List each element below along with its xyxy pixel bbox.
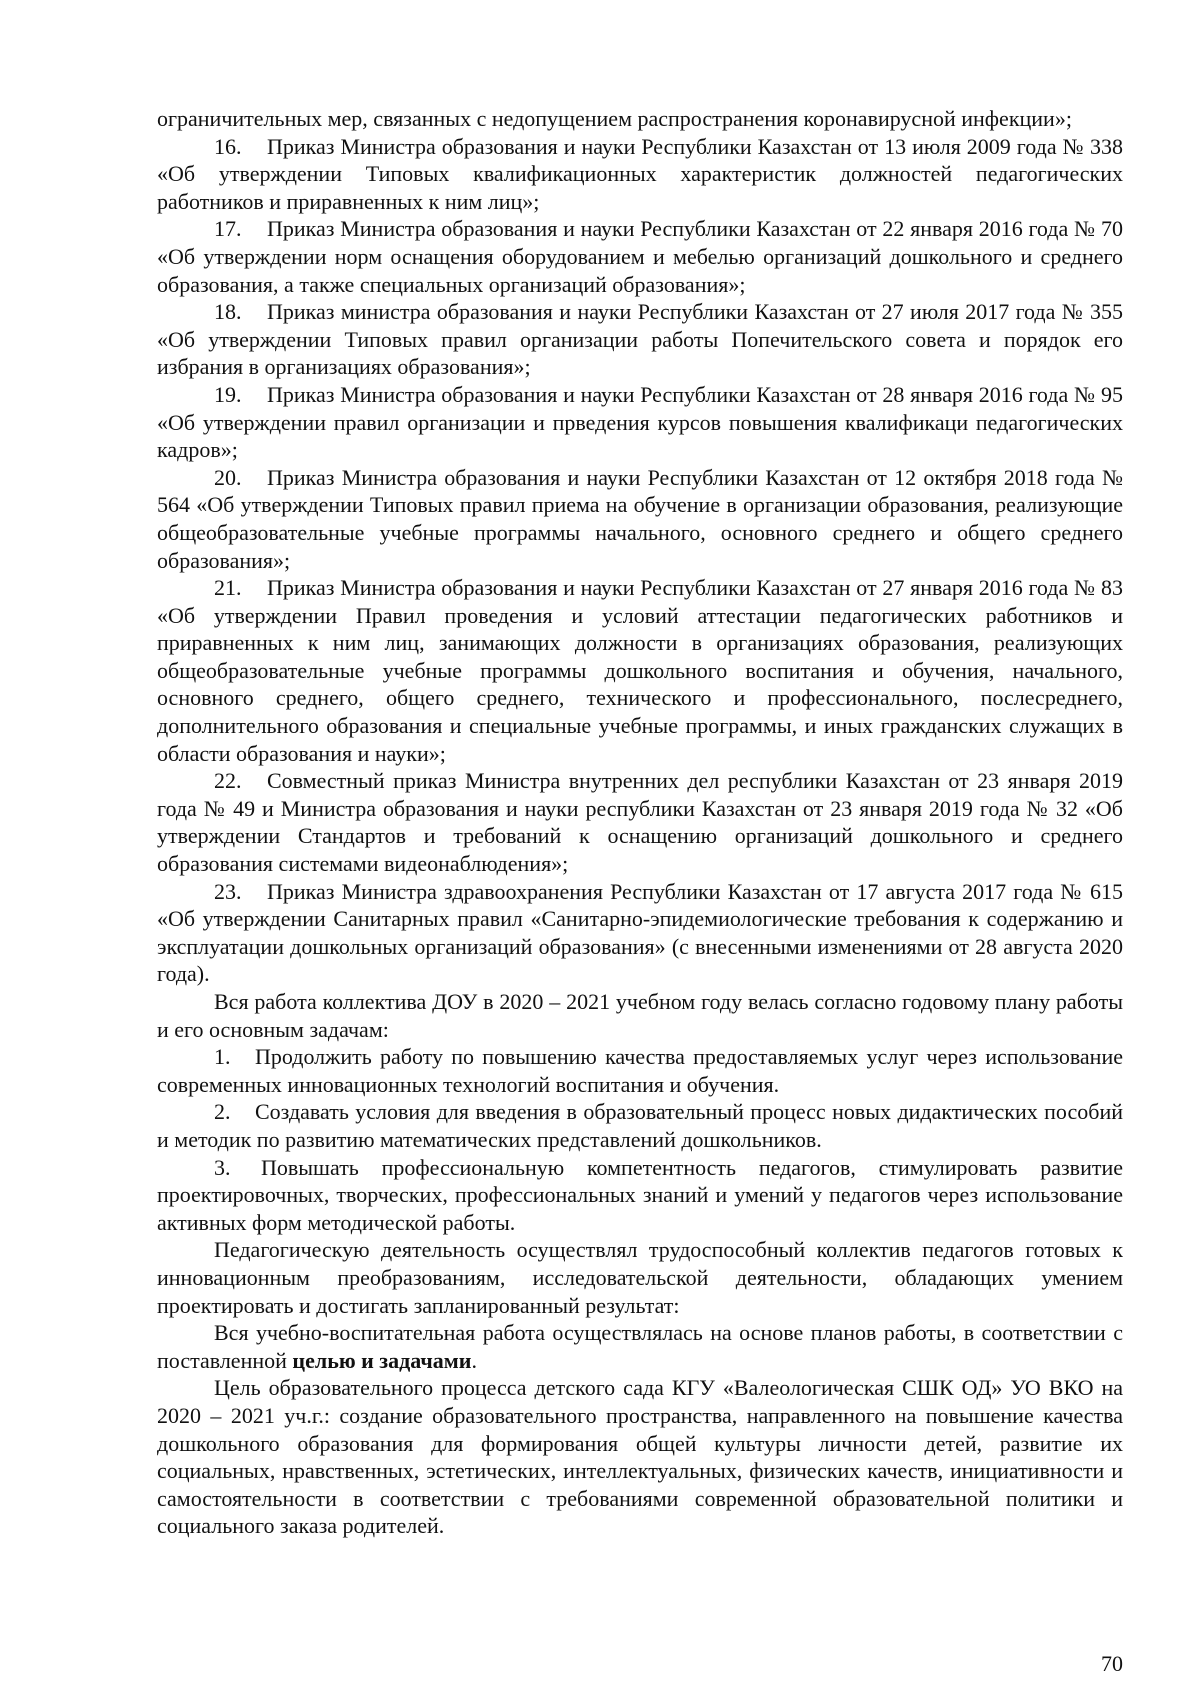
item-text: Приказ министра образования и науки Республики Казахстан от 27 июля 2017 года № 355 «Об утверждении Типовых правил организации работы Попечительского совета и порядок его избрания в организациях образования»; — [157, 299, 1123, 380]
item-number: 23. — [214, 878, 242, 904]
basis-text-bold: целью и задачами — [292, 1347, 472, 1373]
task-number: 3. — [214, 1154, 231, 1180]
basis-text-end: . — [471, 1347, 477, 1373]
task-number: 1. — [214, 1044, 231, 1070]
item-number: 20. — [214, 464, 242, 490]
item-text: Приказ Министра здравоохранения Республики Казахстан от 17 августа 2017 года № 615 «Об утверждении Санитарных правил «Санитарно-эпидемиологические требования к содержанию и эксплуатации дошкольных организаций образования» (с внесенными изменениями от 28 августа 2020 года). — [157, 878, 1123, 987]
legal-item-23 — [157, 878, 1123, 988]
intro-continuation: ограничительных мер, связанных с недопущением распространения коронавирусной инфекции»; — [157, 106, 1072, 131]
legal-item-17 — [157, 215, 1123, 298]
item-number: 22. — [214, 768, 242, 794]
work-plan-intro: Вся работа коллектива ДОУ в 2020 – 2021 учебном году велась согласно годовому плану работы и его основным задачам: — [157, 989, 1123, 1042]
task-text: Повышать профессиональную компетентность педагогов, стимулировать развитие проектировочных, творческих, профессиональных знаний и умений у педагогов через использование активных форм методической работы. — [157, 1154, 1123, 1235]
item-number: 21. — [214, 575, 242, 601]
item-text: Совместный приказ Министра внутренних дел республики Казахстан от 23 января 2019 года № 49 и Министра образования и науки республики Казахстан от 23 января 2019 года № 32 «Об утверждении Стандартов и требований к оснащению организаций дошкольного и среднего образования системами видеонаблюдения»; — [157, 768, 1123, 877]
item-text: Приказ Министра образования и науки Республики Казахстан от 13 июля 2009 года № 338 «Об утверждении Типовых квалификационных характеристик должностей педагогических работников и приравненных к ним лиц»; — [157, 133, 1123, 214]
task-item-1 — [157, 1043, 1123, 1098]
legal-item-18 — [157, 298, 1123, 381]
basis-paragraph — [157, 1319, 1123, 1374]
item-text: Приказ Министра образования и науки Республики Казахстан от 12 октября 2018 года № 564 «Об утверждении Типовых правил приема на обучение в организации образования, реализующие общеобразовательные учебные программы начального, основного среднего и общего среднего образования»; — [157, 464, 1123, 573]
task-item-2 — [157, 1098, 1123, 1153]
legal-item-19 — [157, 381, 1123, 464]
item-text: Приказ Министра образования и науки Республики Казахстан от 28 января 2016 года № 95 «Об утверждении правил организации и прведения курсов повышения квалификаци педагогических кадров»; — [157, 381, 1123, 463]
item-number: 19. — [214, 381, 242, 407]
item-text: Приказ Министра образования и науки Республики Казахстан от 27 января 2016 года № 83 «Об утверждении Правил проведения и условий аттестации педагогических работников и приравненных к ним лиц, занимающих должности в организациях образования, реализующих общеобразовательные учебные программы дошкольного воспитания и обучения, начального, основного среднего, общего среднего, технического и профессионального, послесреднего, дополнительного образования и специальные учебные программы, и иных гражданских служащих в области образования и науки»; — [157, 575, 1123, 766]
document-page — [157, 105, 1123, 1540]
legal-item-22 — [157, 767, 1123, 877]
basis-text-start: Вся учебно-воспитательная работа осуществлялась на основе планов работы, в соответствии с поставленной — [157, 1320, 1123, 1373]
task-text: Создавать условия для введения в образовательный процесс новых дидактических пособий и методик по развитию математических представлений дошкольников. — [157, 1099, 1123, 1152]
legal-item-20 — [157, 464, 1123, 574]
task-item-3 — [157, 1154, 1123, 1237]
item-number: 16. — [214, 133, 242, 159]
item-number: 18. — [214, 299, 242, 325]
legal-item-21 — [157, 574, 1123, 767]
legal-item-16 — [157, 133, 1123, 216]
team-paragraph: Педагогическую деятельность осуществлял трудоспособный коллектив педагогов готовых к инновационным преобразованиям, исследовательской деятельности, обладающих умением проектировать и достигать запланированный результат: — [157, 1237, 1123, 1318]
item-text: Приказ Министра образования и науки Республики Казахстан от 22 января 2016 года № 70 «Об утверждении норм оснащения оборудованием и мебелью организаций дошкольного и среднего образования, а также специальных организаций образования»; — [157, 216, 1123, 297]
goal-paragraph: Цель образовательного процесса детского сада КГУ «Валеологическая СШК ОД» УО ВКО на 2020 – 2021 уч.г.: создание образовательного пространства, направленного на повышение качества дошкольного образования для формирования общей культуры личности детей, развитие их социальных, нравственных, эстетических, интеллектуальных, физических качеств, инициативности и самостоятельности в соответствии с требованиями современной образовательной политики и социального заказа родителей. — [157, 1375, 1123, 1539]
page-number: 70 — [1101, 1651, 1123, 1676]
task-text: Продолжить работу по повышению качества предоставляемых услуг через использование современных инновационных технологий воспитания и обучения. — [157, 1044, 1123, 1097]
task-number: 2. — [214, 1099, 231, 1125]
item-number: 17. — [214, 216, 242, 242]
